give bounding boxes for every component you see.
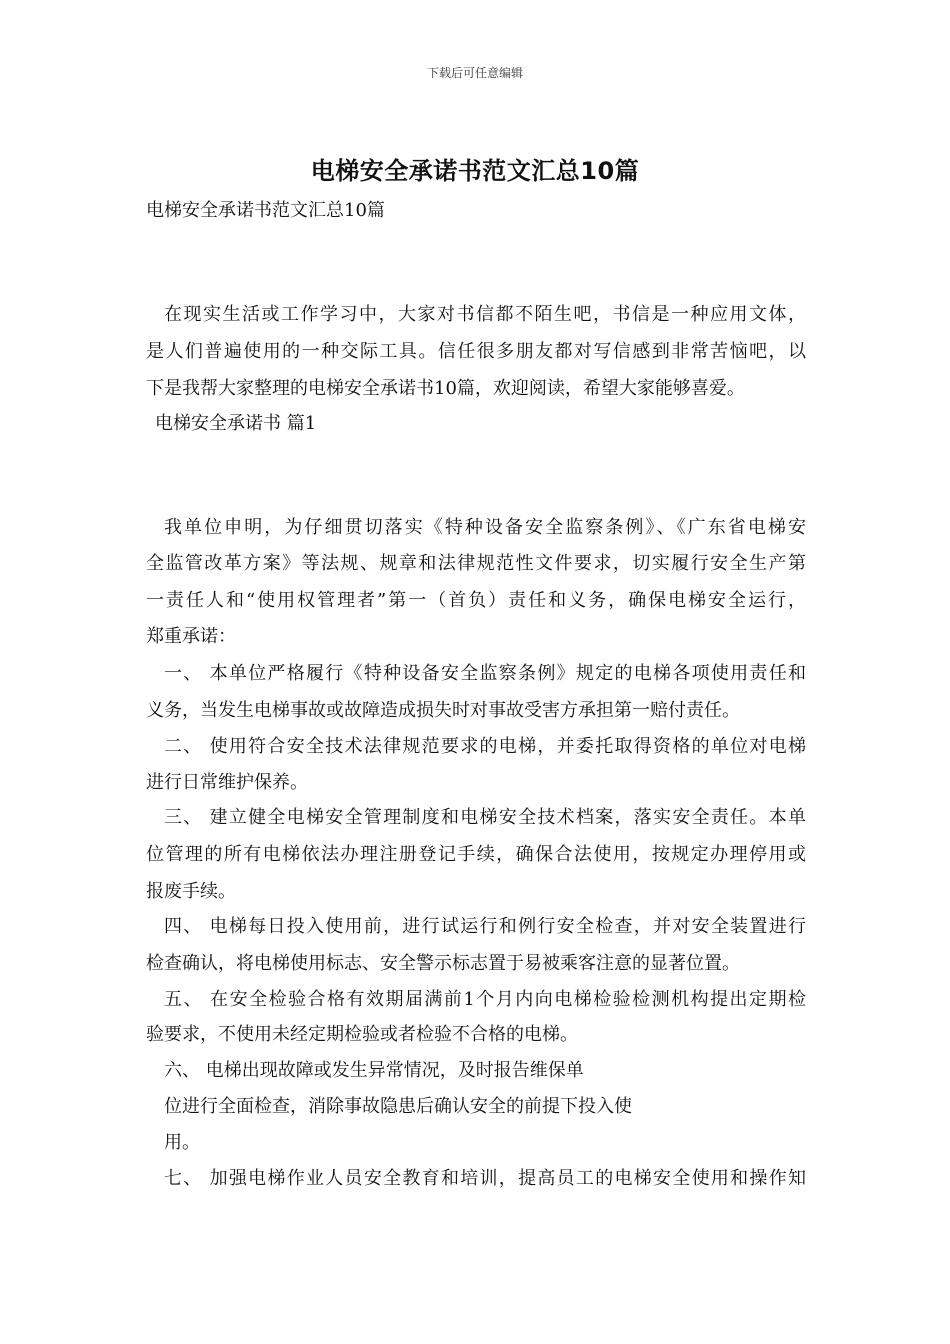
body-line: 四、 电梯每日投入使用前，进行试运行和例行安全检查，并对安全装置进行 [164,916,806,937]
body-line: 验要求，不使用未经定期检验或者检验不合格的电梯。 [146,1024,578,1045]
body-line: 我单位申明，为仔细贯切落实《特种设备安全监察条例》、《广东省电梯安 [164,517,806,538]
body-line: 位管理的所有电梯依法办理注册登记手续，确保合法使用，按规定办理停用或 [146,844,806,865]
body-line: 检查确认，将电梯使用标志、安全警示标志置于易被乘客注意的显著位置。 [146,953,740,974]
body-line: 七、 加强电梯作业人员安全教育和培训，提高员工的电梯安全使用和操作知 [164,1168,806,1189]
body-line: 位进行全面检查，消除事故隐患后确认安全的前提下投入使 [164,1096,632,1117]
body-line: 郑重承诺： [146,626,236,647]
body-line: 一责任人和“使用权管理者”第一（首负）责任和义务，确保电梯安全运行， [146,590,806,611]
body-line: 五、 在安全检验合格有效期届满前1个月内向电梯检验检测机构提出定期检 [164,989,806,1010]
section-heading: 电梯安全承诺书 篇1 [155,413,317,434]
body-line: 进行日常维护保养。 [146,772,308,793]
body-line: 三、 建立健全电梯安全管理制度和电梯安全技术档案，落实安全责任。本单 [164,807,806,828]
body-line: 报废手续。 [146,881,236,902]
intro-line: 在现实生活或工作学习中，大家对书信都不陌生吧，书信是一种应用文体， [164,304,806,325]
page-title: 电梯安全承诺书范文汇总10篇 [310,157,640,185]
intro-line: 是人们普遍使用的一种交际工具。信任很多朋友都对写信感到非常苦恼吧，以 [146,341,806,362]
intro-line: 下是我帮大家整理的电梯安全承诺书10篇，欢迎阅读，希望大家能够喜爱。 [146,378,745,399]
body-line: 一、 本单位严格履行《特种设备安全监察条例》规定的电梯各项使用责任和 [164,663,806,684]
header-note: 下载后可任意编辑 [426,66,523,80]
body-line: 二、 使用符合安全技术法律规范要求的电梯，并委托取得资格的单位对电梯 [164,736,806,757]
subtitle: 电梯安全承诺书范文汇总10篇 [146,200,385,221]
body-line: 义务，当发生电梯事故或故障造成损失时对事故受害方承担第一赔付责任。 [146,700,740,721]
body-line: 全监管改革方案》等法规、规章和法律规范性文件要求，切实履行安全生产第 [146,553,806,574]
body-line: 用。 [164,1132,200,1153]
body-line: 六、 电梯出现故障或发生异常情况，及时报告维保单 [164,1060,584,1081]
